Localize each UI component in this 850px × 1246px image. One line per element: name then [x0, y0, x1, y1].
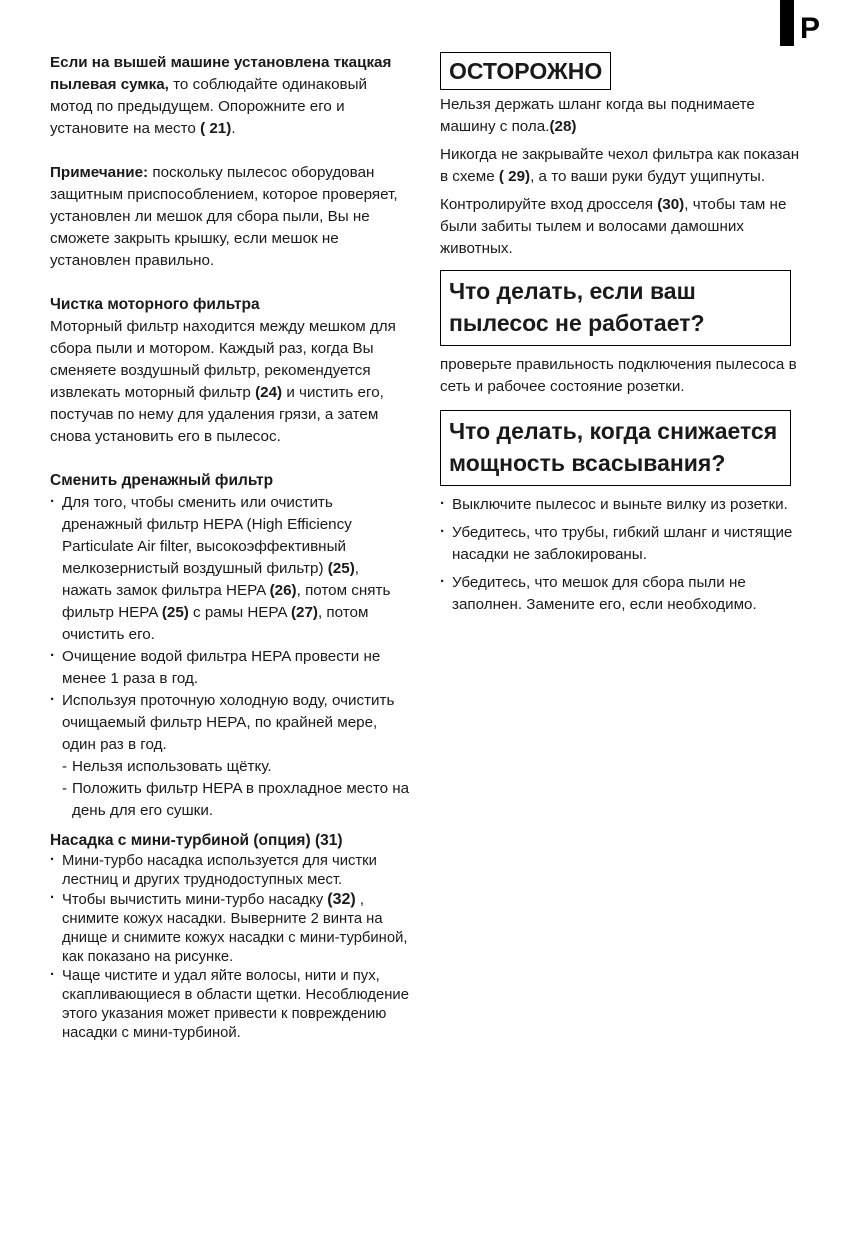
caution-heading: ОСТОРОЖНО — [440, 52, 611, 90]
suction-heading: Что делать, когда снижается мощность всасывания? — [440, 410, 791, 486]
right-column — [440, 52, 800, 622]
motor-filter-heading: Чистка моторного фильтра — [50, 296, 260, 313]
sub-list — [62, 756, 410, 822]
note-paragraph: Примечание: поскольку пылесос оборудован защитным приспособлением, которое проверяет, установлен ли мешок для сбора пыли, Вы не сможете закрыть крышку, если мешок не установлен правильно. — [50, 164, 398, 269]
sub-list-item: - Нельзя использовать щётку. — [62, 756, 410, 778]
drain-filter-list — [50, 492, 410, 822]
list-item: · Убедитесь, что мешок для сбора пыли не заполнен. Замените его, если необходимо. — [440, 572, 800, 616]
turbo-nozzle-heading: Насадка с мини-турбиной (опция) (31) — [50, 832, 343, 849]
suction-list — [440, 494, 800, 616]
language-tab — [780, 0, 850, 46]
sub-list-item: - Положить фильтр HEPA в прохладное место на день для его сушки. — [62, 778, 410, 822]
bag-paragraph: Если на вышей машине установлена ткацкая пылевая сумка, то соблюдайте одинаковый мотод по предыдущем. Опорожните его и установите на место ( 21). — [50, 54, 392, 137]
caution-paragraph-2: Никогда не закрывайте чехол фильтра как показан в схеме ( 29), а то ваши руки будут ущипнуты. — [440, 146, 800, 185]
left-column — [50, 52, 410, 1043]
turbo-nozzle-list — [50, 852, 410, 1043]
caution-paragraph-3: Контролируйте вход дросселя (30), чтобы там не были забиты тылем и волосами дамошних животных. — [440, 196, 787, 257]
not-working-paragraph: проверьте правильность подключения пылесоса в сеть и рабочее состояние розетки. — [440, 356, 797, 395]
list-item: · Чтобы вычистить мини-турбо насадку (32) , снимите кожух насадки. Выверните 2 винта на днище и снимите кожух насадки с мини-турбиной, как показано на рисунке. — [50, 890, 410, 967]
language-letter: P — [800, 12, 821, 45]
drain-filter-heading: Сменить дренажный фильтр — [50, 472, 274, 489]
list-item: · Чаще чистите и удал яйте волосы, нити и пух, скапливающиеся в области щетки. Несоблюдение этого указания может привести к повреждению насадки с мини-турбиной. — [50, 967, 410, 1043]
caution-paragraph-1: Нельзя держать шланг когда вы поднимаете машину с пола.(28) — [440, 96, 755, 135]
list-item: · Мини-турбо насадка используется для чистки лестниц и других труднодоступных мест. — [50, 852, 410, 890]
not-working-heading: Что делать, если ваш пылесос не работает? — [440, 270, 791, 346]
list-item: · Очищение водой фильтра HEPA провести не менее 1 раза в год. — [50, 646, 410, 690]
list-item: · Выключите пылесос и выньте вилку из розетки. — [440, 494, 800, 516]
list-item: · Используя проточную холодную воду, очистить очищаемый фильтр HEPA, по крайней мере, один раз в год. - Нельзя использовать щётку. - Положить фильтр HEPA в прохладное место на день для его сушки. — [50, 690, 410, 822]
list-item: · Убедитесь, что трубы, гибкий шланг и чистящие насадки не заблокированы. — [440, 522, 800, 566]
list-item: · Для того, чтобы сменить или очистить дренажный фильтр HEPA (High Efficiency Particulate Air filter, высокоэффективный мелкозернистый воздушный фильтр) (25), нажать замок фильтра HEPA (26), потом снять фильтр HEPA (25) с рамы HEPA (27), потом очистить его. — [50, 492, 410, 646]
motor-filter-paragraph: Моторный фильтр находится между мешком для сбора пыли и мотором. Каждый раз, когда Вы сменяете воздушный фильтр, рекомендуется извлекать моторный фильтр (24) и чистить его, постучав по нему для удаления грязи, а затем снова установить его в пылесос. — [50, 318, 396, 445]
tab-bar-decoration — [780, 0, 794, 46]
